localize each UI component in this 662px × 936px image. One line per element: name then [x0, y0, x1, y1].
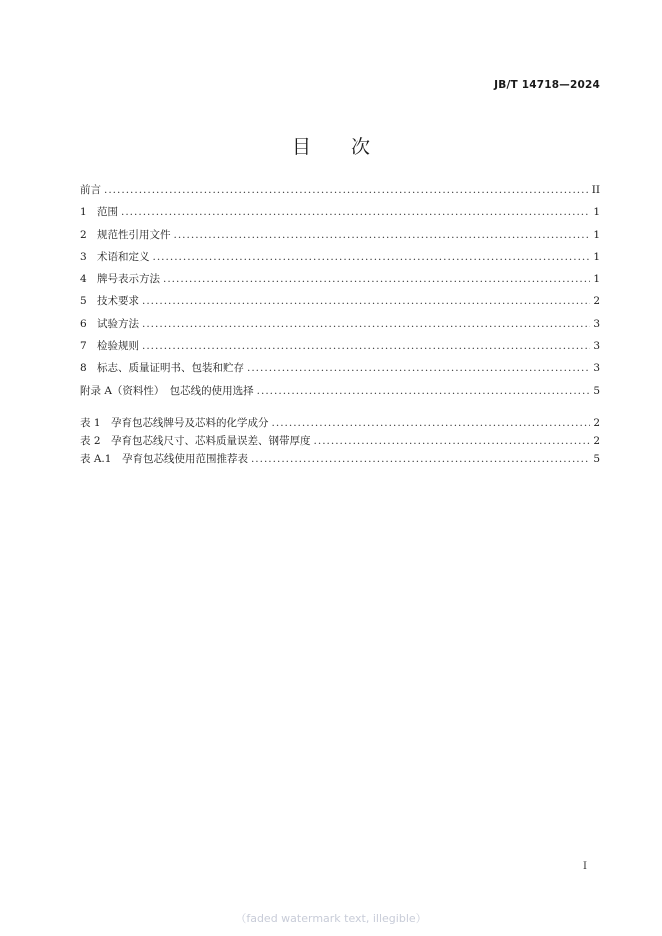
toc-entry-number: 7 [80, 340, 87, 353]
toc-leader-dots [104, 179, 589, 201]
toc-entry-label: 附录 A（资料性） 包芯线的使用选择 [80, 384, 254, 397]
toc-entry-designation[interactable] [80, 268, 600, 290]
toc-entry-page: 1 [593, 273, 600, 286]
toc-tables-list [80, 414, 600, 468]
toc-entry-label: 表 A.1 孕育包芯线使用范围推荐表 [80, 453, 248, 465]
toc-leader-dots [251, 450, 590, 468]
toc-entry-inspection-rules[interactable] [80, 335, 600, 357]
toc-entry-number: 2 [80, 228, 87, 241]
toc-entry-page: 2 [593, 295, 600, 308]
toc-leader-dots [174, 224, 591, 246]
toc-entry-number: 4 [80, 273, 87, 286]
toc-entry-label: 术语和定义 [97, 250, 150, 263]
toc-entry-number: 6 [80, 317, 87, 330]
toc-entry-page: 5 [593, 384, 600, 397]
toc-leader-dots [247, 357, 590, 379]
toc-entry-page: 5 [593, 453, 600, 465]
toc-entry-label: 前言 [80, 184, 101, 196]
toc-entry-annex-a[interactable] [80, 380, 600, 402]
toc-entry-terms[interactable] [80, 246, 600, 268]
footer-page-number: I [583, 861, 587, 872]
toc-leader-dots [272, 414, 591, 432]
toc-leader-dots [142, 313, 590, 335]
toc-entry-number: 5 [80, 295, 87, 308]
page-title: 目次 [291, 136, 410, 158]
toc-leader-dots [163, 268, 590, 290]
toc-entry-page: 3 [593, 317, 600, 330]
toc-entry-label: 牌号表示方法 [97, 273, 160, 286]
toc-entry-table-2[interactable] [80, 432, 600, 450]
toc-entry-number: 1 [80, 206, 87, 219]
toc-leader-dots [142, 335, 590, 357]
toc-entry-scope[interactable] [80, 201, 600, 223]
toc-entry-requirements[interactable] [80, 290, 600, 312]
toc-entry-label: 标志、质量证明书、包装和贮存 [97, 362, 244, 375]
toc-entry-table-a1[interactable] [80, 450, 600, 468]
toc-entry-label: 范围 [97, 206, 118, 219]
toc-leader-dots [153, 246, 591, 268]
toc-entry-table-1[interactable] [80, 414, 600, 432]
toc-entry-label: 表 1 孕育包芯线牌号及芯料的化学成分 [80, 417, 269, 429]
toc-entry-label: 技术要求 [97, 295, 139, 308]
toc-entry-page: 1 [593, 206, 600, 219]
standard-code: JB/T 14718—2024 [494, 79, 600, 91]
toc-entry-page: 2 [593, 417, 600, 429]
toc-leader-dots [121, 201, 590, 223]
toc-entry-page: 3 [593, 362, 600, 375]
toc-leader-dots [314, 432, 591, 450]
toc-entry-label: 规范性引用文件 [97, 228, 171, 241]
toc-entry-label: 试验方法 [97, 317, 139, 330]
toc-entry-number: 3 [80, 250, 87, 263]
toc-entry-test-methods[interactable] [80, 313, 600, 335]
toc-entry-normative-references[interactable] [80, 224, 600, 246]
watermark: （faded watermark text, illegible） [235, 912, 427, 925]
toc-entry-page: 2 [593, 435, 600, 447]
toc-entry-foreword[interactable] [80, 179, 600, 201]
toc-entry-marking-packaging[interactable] [80, 357, 600, 379]
toc-entry-page: II [591, 184, 600, 196]
toc-leader-dots [142, 290, 590, 312]
toc-entry-label: 检验规则 [97, 340, 139, 353]
toc-leader-dots [257, 380, 591, 402]
toc-entry-page: 1 [593, 228, 600, 241]
toc-entry-page: 1 [593, 250, 600, 263]
toc-entry-number: 8 [80, 362, 87, 375]
toc-main-list [80, 179, 600, 402]
toc-entry-label: 表 2 孕育包芯线尺寸、芯料质量误差、钢带厚度 [80, 435, 311, 447]
toc-entry-page: 3 [593, 340, 600, 353]
